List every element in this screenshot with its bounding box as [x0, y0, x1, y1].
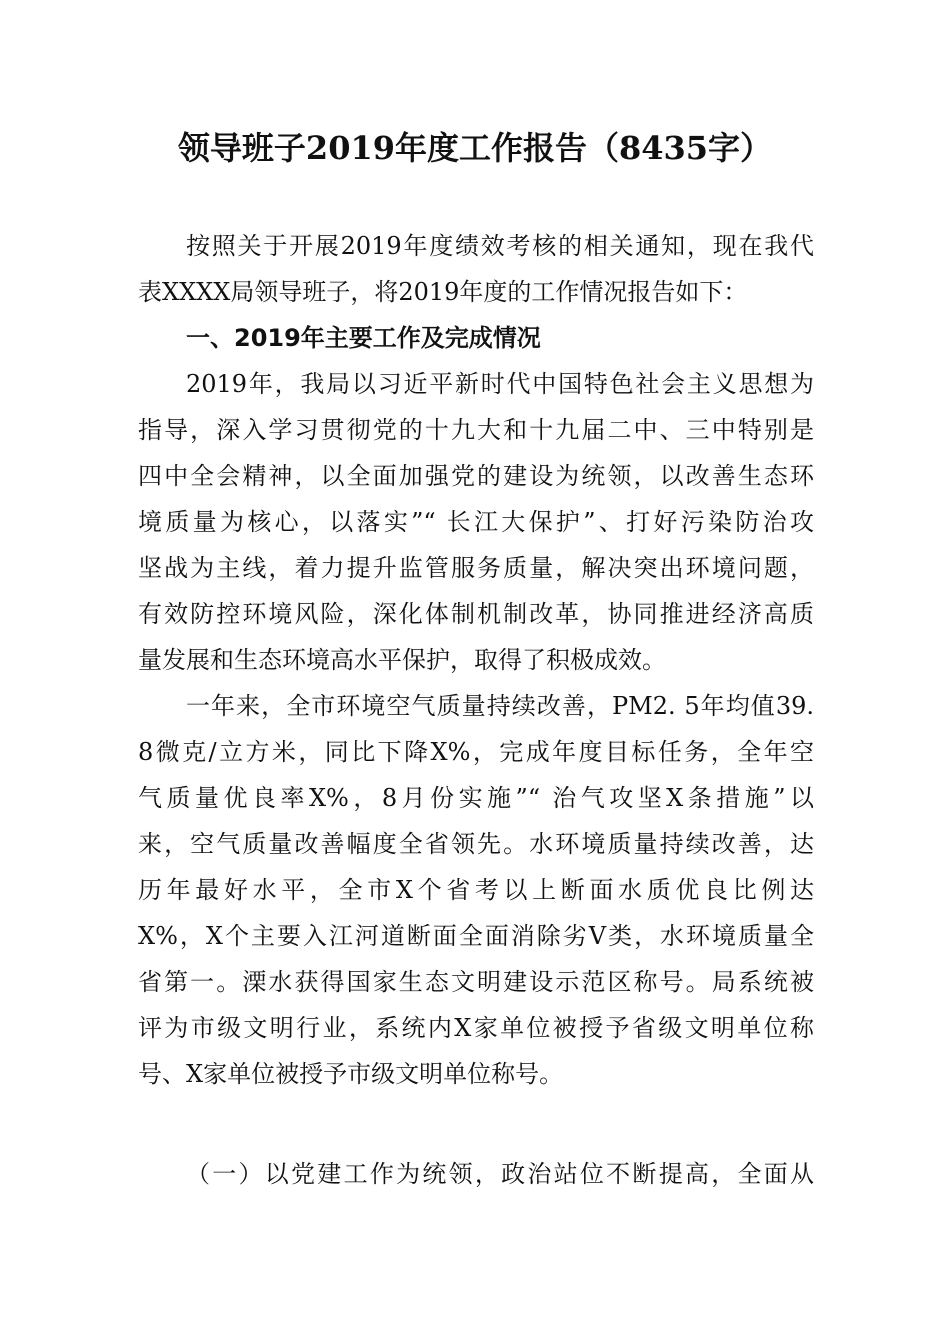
paragraph-line: 号、X家单位被授予市级文明单位称号。: [138, 1060, 564, 1088]
paragraph-line: 来，空气质量改善幅度全省领先。水环境质量持续改善，达: [138, 830, 814, 858]
document-title: 领导班子2019年度工作报告（8435字）: [177, 129, 773, 167]
section-heading: 一、2019年主要工作及完成情况: [186, 324, 541, 352]
paragraph-line: 四中全会精神，以全面加强党的建设为统领，以改善生态环: [138, 462, 814, 490]
subsection-heading: （一）以党建工作为统领，政治站位不断提高，全面从: [186, 1160, 814, 1188]
paragraph-line: X%，X个主要入江河道断面全面消除劣Ⅴ类，水环境质量全: [138, 922, 814, 950]
paragraph-line: 按照关于开展2019年度绩效考核的相关通知，现在我代: [186, 232, 814, 260]
paragraph-line: 8微克/立方米，同比下降X%，完成年度目标任务，全年空: [138, 738, 814, 766]
paragraph-line: 2019年，我局以习近平新时代中国特色社会主义思想为: [186, 370, 814, 398]
paragraph-line: 指导，深入学习贯彻党的十九大和十九届二中、三中特别是: [138, 416, 814, 444]
paragraph-line: 评为市级文明行业，系统内X家单位被授予省级文明单位称: [138, 1014, 814, 1042]
paragraph-line: 气质量优良率X%，8月份实施”“ 治气攻坚X条措施”以: [138, 784, 814, 812]
paragraph-line: 一年来，全市环境空气质量持续改善，PM2. 5年均值39.: [186, 692, 814, 720]
paragraph-line: 省第一。溧水获得国家生态文明建设示范区称号。局系统被: [138, 968, 814, 996]
paragraph-line: 坚战为主线，着力提升监管服务质量，解决突出环境问题，: [138, 554, 814, 582]
paragraph-line: 量发展和生态环境高水平保护，取得了积极成效。: [138, 646, 666, 674]
paragraph-line: 境质量为核心，以落实”“ 长江大保护”、打好污染防治攻: [138, 508, 814, 536]
paragraph-line: 表XXXX局领导班子，将2019年度的工作情况报告如下：: [138, 278, 748, 306]
paragraph-line: 历年最好水平，全市X个省考以上断面水质优良比例达: [138, 876, 814, 904]
paragraph-line: 有效防控环境风险，深化体制机制改革，协同推进经济高质: [138, 600, 814, 628]
